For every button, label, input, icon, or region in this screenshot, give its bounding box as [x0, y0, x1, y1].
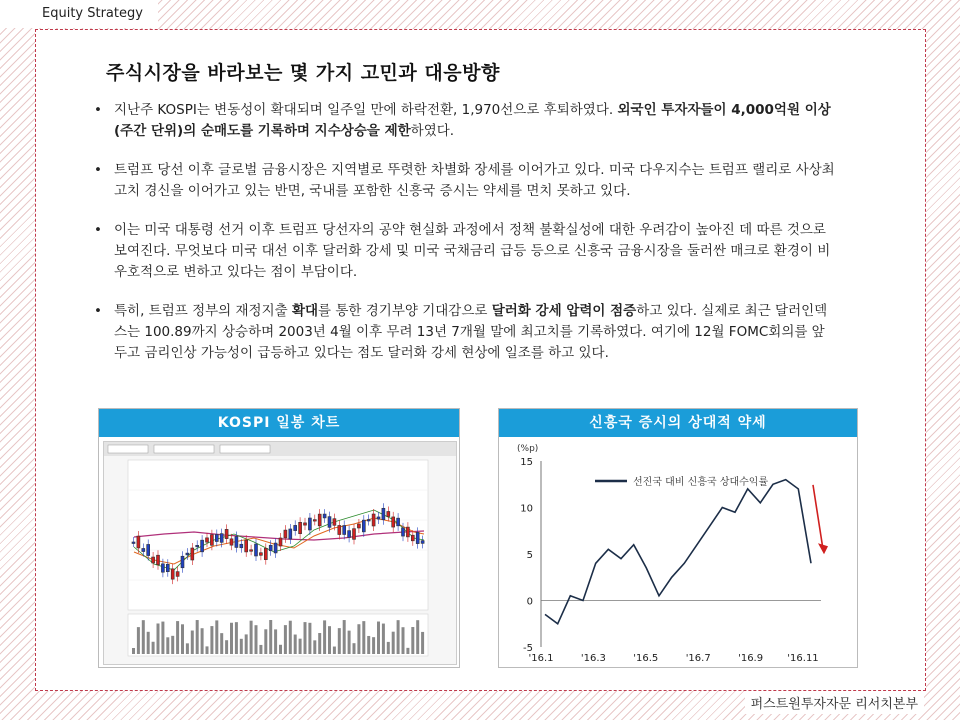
volume-bar	[279, 645, 282, 654]
candle-body	[279, 538, 282, 546]
page-title: 주식시장을 바라보는 몇 가지 고민과 대응방향	[106, 62, 500, 84]
volume-bar	[289, 621, 292, 654]
paragraph-3	[94, 220, 836, 283]
legend-label: 선진국 대비 신흥국 상대수익률	[633, 477, 769, 488]
volume-bar	[186, 643, 189, 654]
candle-body	[353, 529, 356, 540]
candle-body	[137, 536, 140, 548]
bullet-list	[94, 100, 836, 382]
volume-bar	[191, 631, 194, 654]
volume-bar	[264, 629, 267, 654]
candle-body	[343, 526, 346, 535]
candle-body	[215, 534, 218, 541]
volume-bar	[171, 636, 174, 654]
volume-bar	[416, 620, 419, 654]
candle-body	[245, 540, 248, 552]
candle-body	[225, 529, 228, 538]
x-tick-label: '16.9	[738, 653, 764, 664]
volume-bar	[132, 648, 135, 654]
volume-bar	[250, 621, 253, 654]
y-tick-label: 15	[520, 457, 533, 468]
volume-bar	[397, 620, 400, 654]
candle-body	[152, 557, 155, 563]
candle-body	[406, 527, 409, 537]
y-tick-label: 0	[526, 596, 533, 608]
volume-bar	[353, 643, 356, 654]
volume-bar	[387, 642, 390, 654]
candle-body	[382, 508, 385, 519]
candle-body	[176, 572, 179, 577]
volume-bar	[269, 620, 272, 654]
volume-bar	[225, 640, 228, 654]
arrow-head	[818, 543, 828, 554]
x-tick-label: '16.7	[685, 653, 711, 664]
volume-bar	[411, 627, 414, 654]
y-unit-label: (%p)	[517, 444, 539, 454]
candle-body	[210, 535, 213, 546]
candle-body	[402, 528, 405, 536]
volume-bar	[255, 625, 258, 654]
volume-bar	[308, 623, 311, 654]
x-tick-label: '16.5	[633, 653, 659, 664]
candle-body	[269, 545, 272, 550]
candle-body	[338, 525, 341, 534]
bullet-dot: •	[94, 222, 102, 238]
candle-body	[348, 531, 351, 538]
candle-body	[157, 555, 160, 565]
volume-bar	[323, 620, 326, 654]
content-panel	[35, 29, 926, 691]
candle-body	[201, 540, 204, 552]
volume-bar	[372, 637, 375, 654]
candle-body	[392, 517, 395, 527]
candle-body	[304, 523, 307, 525]
paragraph-4-bold-1: 확대	[291, 303, 319, 319]
candle-body	[323, 514, 326, 518]
candle-body	[294, 525, 297, 530]
volume-bar	[274, 629, 277, 654]
volume-bar	[299, 639, 302, 654]
paragraph-4-text-2: 를 통한 경기부양 기대감으로	[318, 303, 492, 319]
y-tick-label: -5	[523, 643, 533, 654]
volume-bar	[343, 620, 346, 654]
volume-bar	[142, 620, 145, 654]
candle-body	[250, 550, 253, 552]
volume-bar	[240, 639, 243, 654]
volume-bar	[201, 628, 204, 654]
volume-bar	[402, 627, 405, 654]
decline-arrow	[813, 485, 828, 554]
volume-bar	[382, 624, 385, 654]
paragraph-2-text: 트럼프 당선 이후 글로벌 금융시장은 지역별로 뚜렷한 차별화 장세를 이어가고 있다. 미국 다우지수는 트럼프 랠리로 사상최고치 경신을 이어가고 있는 반면, 국내를 포함한 신흥국 증시는 약세를 면치 못하고 있다.	[114, 162, 835, 199]
bullet-dot: •	[94, 102, 102, 118]
volume-bar	[406, 648, 409, 654]
y-tick-label: 5	[526, 550, 533, 561]
candle-body	[181, 556, 184, 568]
volume-bar	[196, 620, 199, 654]
volume-bar	[367, 636, 370, 654]
candle-body	[299, 522, 302, 533]
section-label: Equity Strategy	[0, 0, 158, 28]
volume-bar	[230, 623, 233, 654]
candle-body	[318, 514, 321, 526]
paragraph-1-bold: 외국인 투자자들이 4,000억원 이상(주간 단위)의 순매도를 기록하며 지수상승을 제한	[114, 102, 831, 139]
bullet-dot: •	[94, 162, 102, 178]
x-tick-label: '16.11	[787, 653, 819, 664]
arrow-shaft	[813, 485, 823, 549]
volume-bar	[152, 642, 155, 654]
volume-bar	[362, 621, 365, 654]
candle-body	[333, 519, 336, 526]
candle-body	[161, 564, 164, 572]
candle-body	[220, 534, 223, 543]
bullet-dot: •	[94, 303, 102, 319]
candle-body	[230, 539, 233, 545]
paragraph-4-bold-2: 달러화 강세 압력이 점증	[491, 303, 637, 319]
candle-body	[166, 564, 169, 571]
volume-bar	[235, 622, 238, 654]
series-line	[545, 480, 811, 624]
paragraph-4-text: 특히, 트럼프 정부의 재정지출	[114, 303, 292, 319]
em-relative-chart-figure	[498, 408, 858, 668]
candle-body	[362, 520, 365, 532]
x-tick-label: '16.1	[528, 653, 554, 664]
candle-body	[421, 541, 424, 544]
candle-body	[416, 532, 419, 543]
chart-title: 신흥국 증시의 상대적 약세	[499, 409, 857, 437]
volume-bar	[338, 628, 341, 654]
candle-body	[357, 524, 360, 528]
volume-bar	[215, 620, 218, 654]
volume-bar	[421, 632, 424, 654]
volume-bar	[304, 622, 307, 654]
candle-body	[142, 548, 145, 551]
em-relative-return-chart	[499, 437, 857, 667]
candle-body	[171, 569, 174, 579]
volume-bar	[206, 646, 209, 654]
paragraph-3-text: 이는 미국 대통령 선거 이후 트럼프 당선자의 공약 현실화 과정에서 정책 불확실성에 대한 우려감이 높아진 데 따른 것으로 보여진다. 무엇보다 미국 대선 이후 달러화 강세 및 미국 국채금리 급등 등으로 신흥국 금융시장을 둘러싼 매크로 환경이 비우호적으로 변하고 있다는 점이 부담이다.	[114, 222, 831, 280]
kospi-candlestick-image	[104, 442, 456, 664]
candle-body	[367, 520, 370, 522]
volume-bar	[161, 622, 164, 654]
volume-bar	[176, 621, 179, 654]
candle-body	[240, 544, 243, 548]
y-tick-label: 10	[520, 503, 533, 515]
volume-bar	[284, 625, 287, 654]
paragraph-4-text-3: 하고 있다. 실제로 최근 달러인덱스는 100.89까지 상승하며 2003년 4월 이후 무려 13년 7개월 말에 최고치를 기록하였다. 여기에 12월 FOMC회의를 앞두고 금리인상 가능성이 급등하고 있다는 점도 달러화 강세 현상에 일조를 하고 있다.	[114, 303, 828, 361]
candle-body	[191, 548, 194, 560]
candle-body	[147, 544, 150, 555]
candle-body	[264, 548, 267, 559]
paragraph-4	[94, 301, 836, 364]
volume-bar	[313, 640, 316, 654]
volume-bar	[210, 626, 213, 654]
candle-body	[313, 520, 316, 522]
volume-bar	[137, 627, 140, 654]
volume-bar	[294, 635, 297, 654]
candle-body	[284, 530, 287, 538]
paragraph-1-end: 하였다.	[410, 123, 455, 139]
volume-bar	[318, 633, 321, 654]
volume-bar	[220, 633, 223, 654]
paragraph-1-text: 지난주 KOSPI는 변동성이 확대되며 일주일 만에 하락전환, 1,970선으로 후퇴하였다.	[114, 102, 618, 118]
candle-body	[289, 529, 292, 539]
volume-bar	[357, 624, 360, 654]
candle-body	[387, 511, 390, 516]
candle-body	[259, 553, 262, 556]
volume-bar	[377, 622, 380, 654]
volume-bar	[147, 632, 150, 654]
candle-body	[377, 517, 380, 519]
volume-bar	[259, 645, 262, 654]
candle-body	[255, 544, 258, 556]
candle-body	[397, 518, 400, 526]
volume-bar	[328, 626, 331, 654]
x-tick-label: '16.3	[580, 653, 606, 664]
candle-body	[186, 553, 189, 555]
paragraph-1	[94, 100, 836, 142]
kospi-chart-screenshot	[103, 441, 457, 665]
volume-bar	[348, 631, 351, 654]
candle-body	[196, 545, 199, 547]
volume-bar	[181, 624, 184, 654]
candle-body	[206, 538, 209, 542]
candle-body	[372, 514, 375, 526]
candle-body	[411, 535, 414, 541]
candle-body	[235, 537, 238, 548]
paragraph-2	[94, 160, 836, 202]
candle-body	[328, 517, 331, 528]
kospi-chart-title: KOSPI 일봉 차트	[99, 409, 459, 437]
candle-body	[274, 543, 277, 553]
volume-bar	[157, 623, 160, 654]
candle-body	[132, 542, 135, 544]
volume-bar	[166, 637, 169, 654]
volume-bar	[392, 632, 395, 654]
kospi-chart-figure	[98, 408, 460, 668]
footer-label: 퍼스트원투자자문 리서치본부	[745, 691, 924, 714]
candle-body	[308, 518, 311, 530]
volume-bar	[245, 634, 248, 654]
volume-bar	[333, 647, 336, 654]
